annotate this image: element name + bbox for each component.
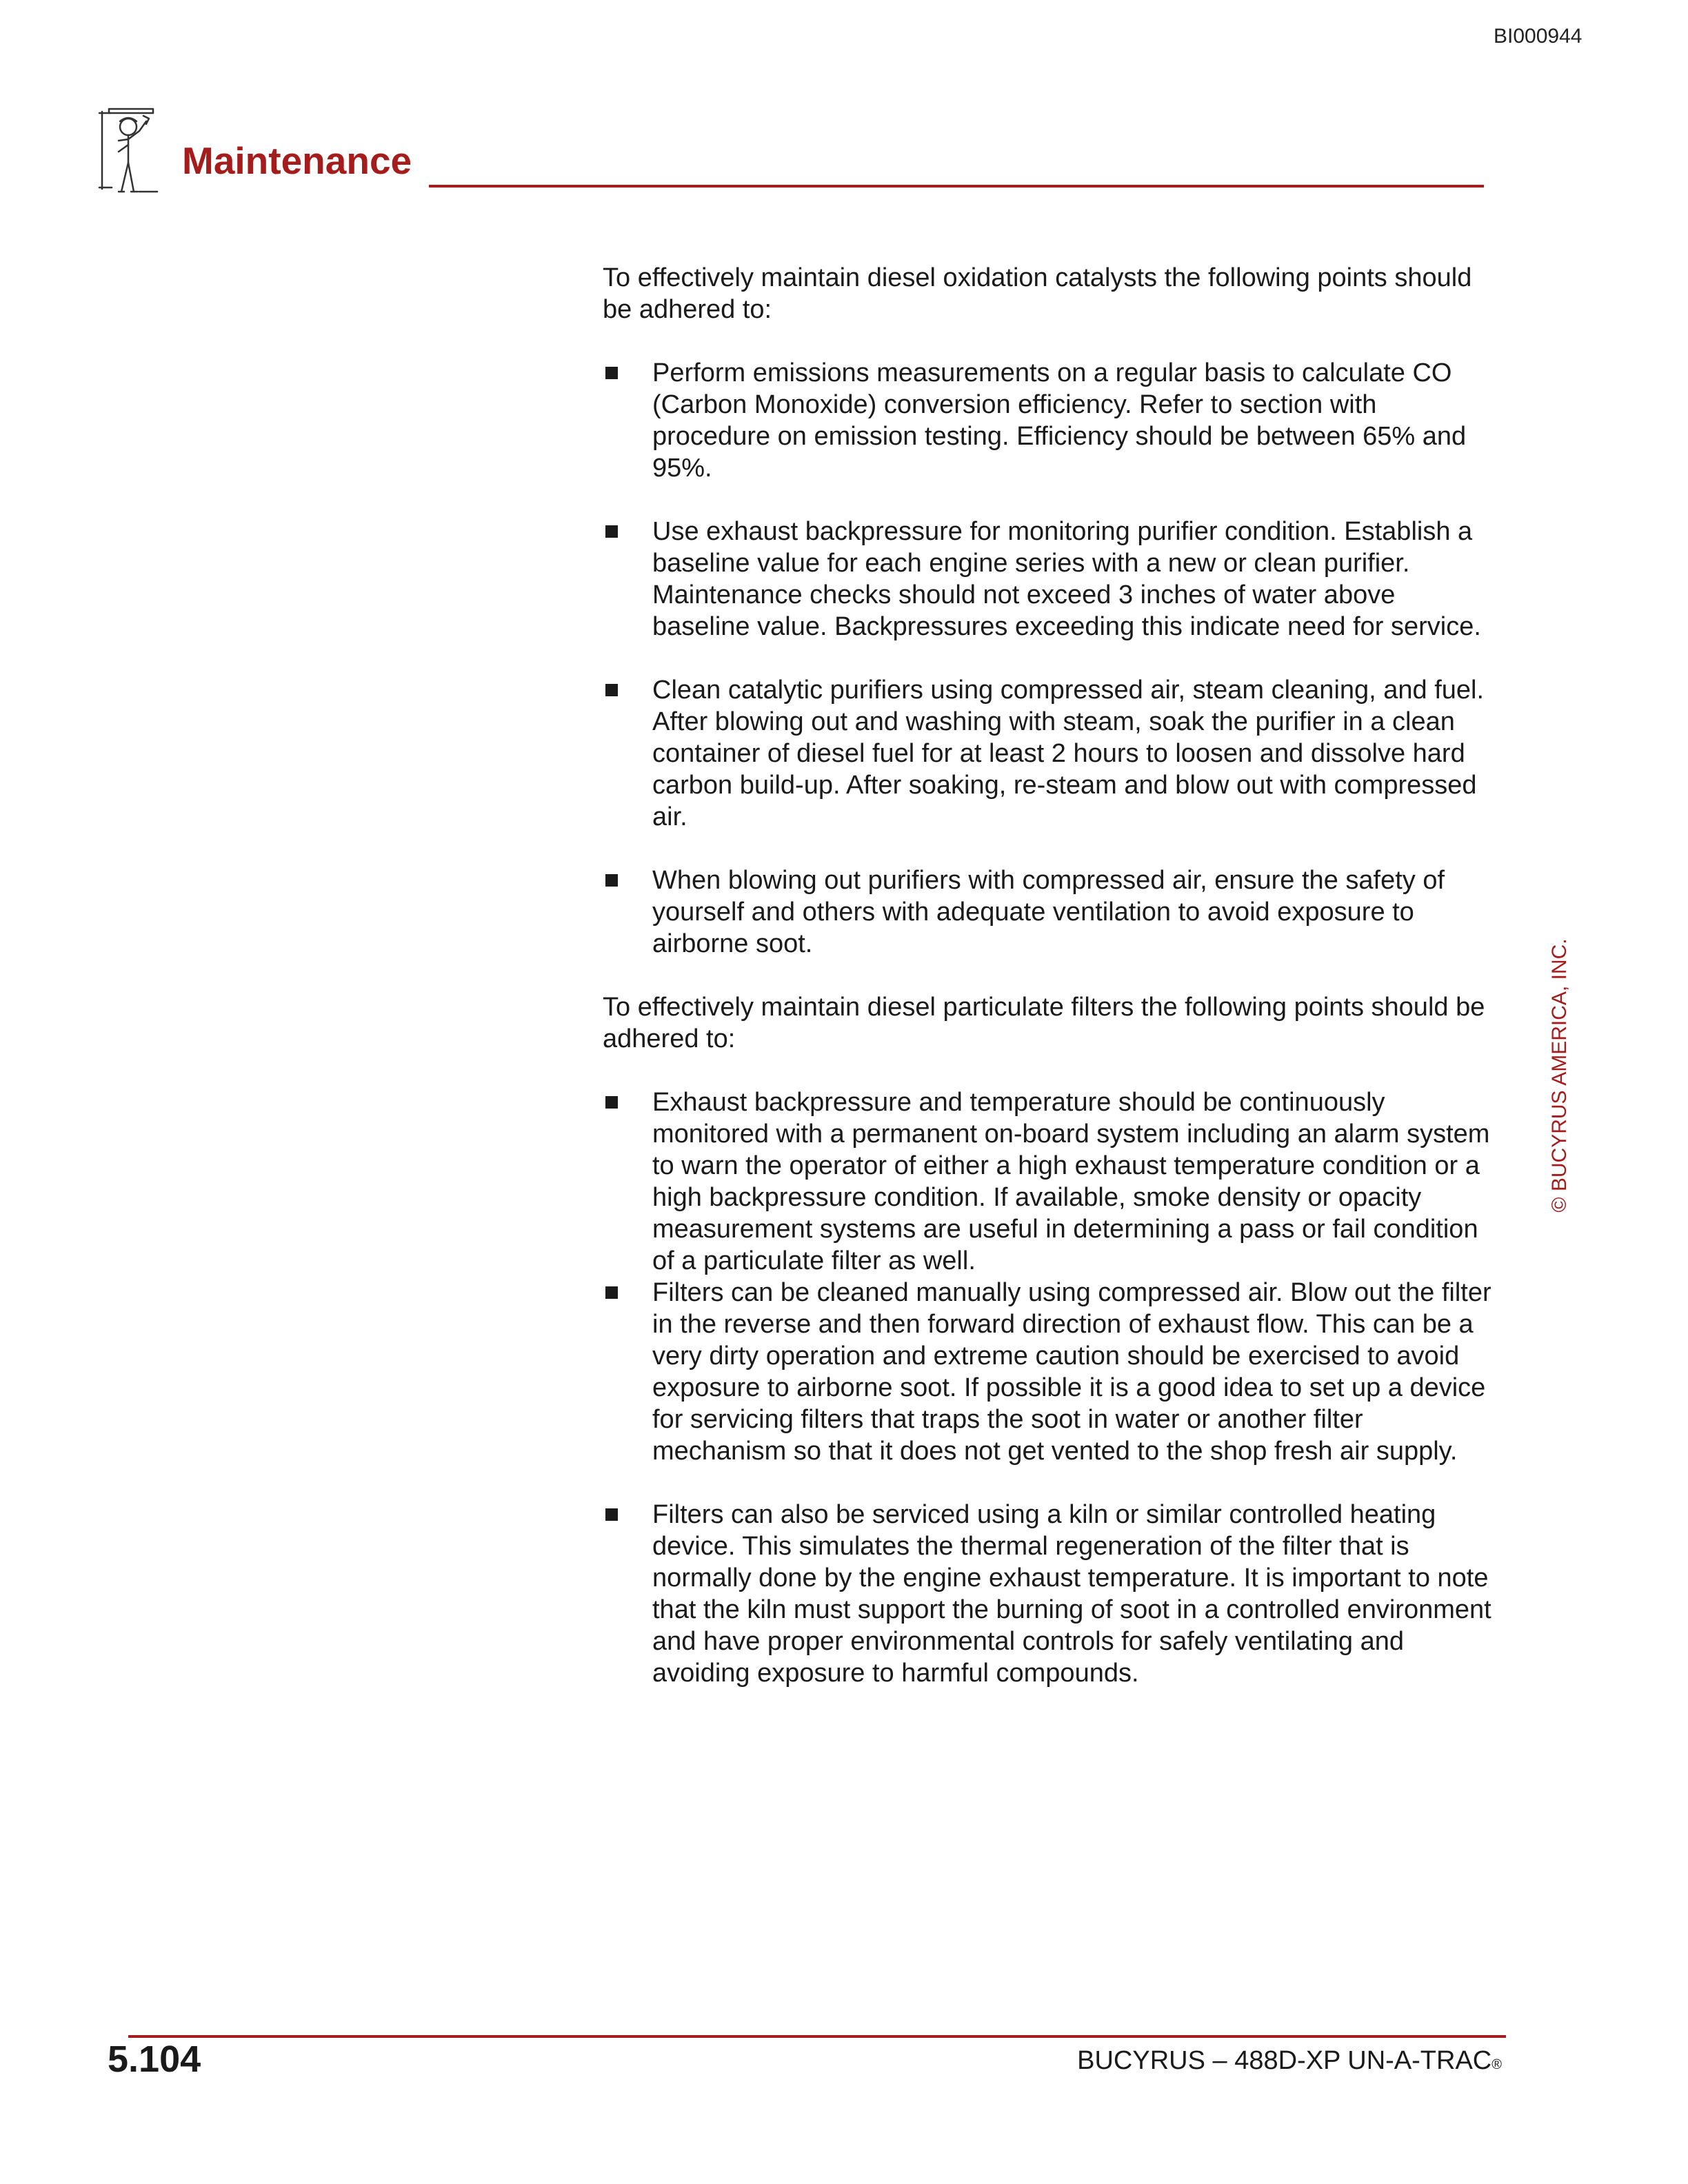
document-id: BI000944 <box>1494 25 1582 48</box>
list-item-text: Filters can also be serviced using a kiln or similar controlled heating device. This simulates the thermal regeneration of the filter that is normally done by the engine exhaust temperature. It is important to note that the kiln must support the burning of soot in a controlled environment and have proper environmental controls for safely ventilating and avoiding exposure to harmful compounds. <box>652 1500 1491 1688</box>
footer-manual-title <box>1077 2046 1502 2076</box>
list-item-text: Exhaust backpressure and temperature should be continuously monitored with a permanent on-board system including an alarm system to warn the operator of either a high exhaust temperature condition or a high backpressure condition. If available, smoke density or opacity measurement systems are useful in determining a pass or fail condition of a particulate filter as well. <box>652 1088 1490 1275</box>
catalysts-intro: To effectively maintain diesel oxidation catalysts the following points should be adhered to: <box>603 263 1472 324</box>
list-item <box>603 1086 1492 1277</box>
bullet-square-icon <box>605 525 618 538</box>
title-rule <box>429 185 1484 188</box>
list-item <box>603 357 1492 484</box>
bullet-square-icon <box>605 367 618 379</box>
list-item <box>603 1499 1492 1689</box>
list-item <box>603 674 1492 833</box>
list-item-text: Filters can be cleaned manually using compressed air. Blow out the filter in the reverse and then forward direction of exhaust flow. This can be a very dirty operation and extreme caution should be exercised to avoid exposure to airborne soot. If possible it is a good idea to set up a device for servicing filters that traps the soot in water or another filter mechanism so that it does not get vented to the shop fresh air supply. <box>652 1278 1491 1466</box>
page-number: 5.104 <box>108 2039 201 2080</box>
list-item-text: Use exhaust backpressure for monitoring purifier condition. Establish a baseline value for each engine series with a new or clean purifier. Maintenance checks should not exceed 3 inches of water above baseline value. Backpressures exceeding this indicate need for service. <box>652 517 1481 641</box>
copyright-notice: © BUCYRUS AMERICA, INC. <box>1548 938 1571 1213</box>
list-item-text: When blowing out purifiers with compressed air, ensure the safety of yourself and others with adequate ventilation to avoid exposure to airborne soot. <box>652 866 1445 958</box>
registered-mark: ® <box>1491 2057 1502 2072</box>
bullet-square-icon <box>605 1508 618 1521</box>
footer-rule <box>128 2035 1506 2038</box>
bullet-square-icon <box>605 1096 618 1109</box>
list-item <box>603 865 1492 960</box>
bullet-square-icon <box>605 874 618 887</box>
mechanic-with-wrench-icon <box>98 106 160 197</box>
bullet-square-icon <box>605 1286 618 1299</box>
filters-intro: To effectively maintain diesel particulate filters the following points should be adhered to: <box>603 993 1485 1053</box>
list-item <box>603 1277 1492 1467</box>
manual-title-text: BUCYRUS – 488D-XP UN-A-TRAC <box>1077 2046 1492 2075</box>
list-item <box>603 516 1492 643</box>
filter-bullet-list <box>603 1086 1492 1689</box>
list-item-text: Perform emissions measurements on a regular basis to calculate CO (Carbon Monoxide) conversion efficiency. Refer to section with procedure on emission testing. Efficiency should be between 65% and 95%. <box>652 358 1467 483</box>
list-item-text: Clean catalytic purifiers using compressed air, steam cleaning, and fuel. After blowing out and washing with steam, soak the purifier in a clean container of diesel fuel for at least 2 hours to loosen and dissolve hard carbon build-up. After soaking, re-steam and blow out with compressed air. <box>652 676 1485 831</box>
bullet-square-icon <box>605 684 618 696</box>
main-content <box>603 262 1492 1721</box>
section-title: Maintenance <box>182 139 412 182</box>
catalyst-bullet-list <box>603 357 1492 960</box>
